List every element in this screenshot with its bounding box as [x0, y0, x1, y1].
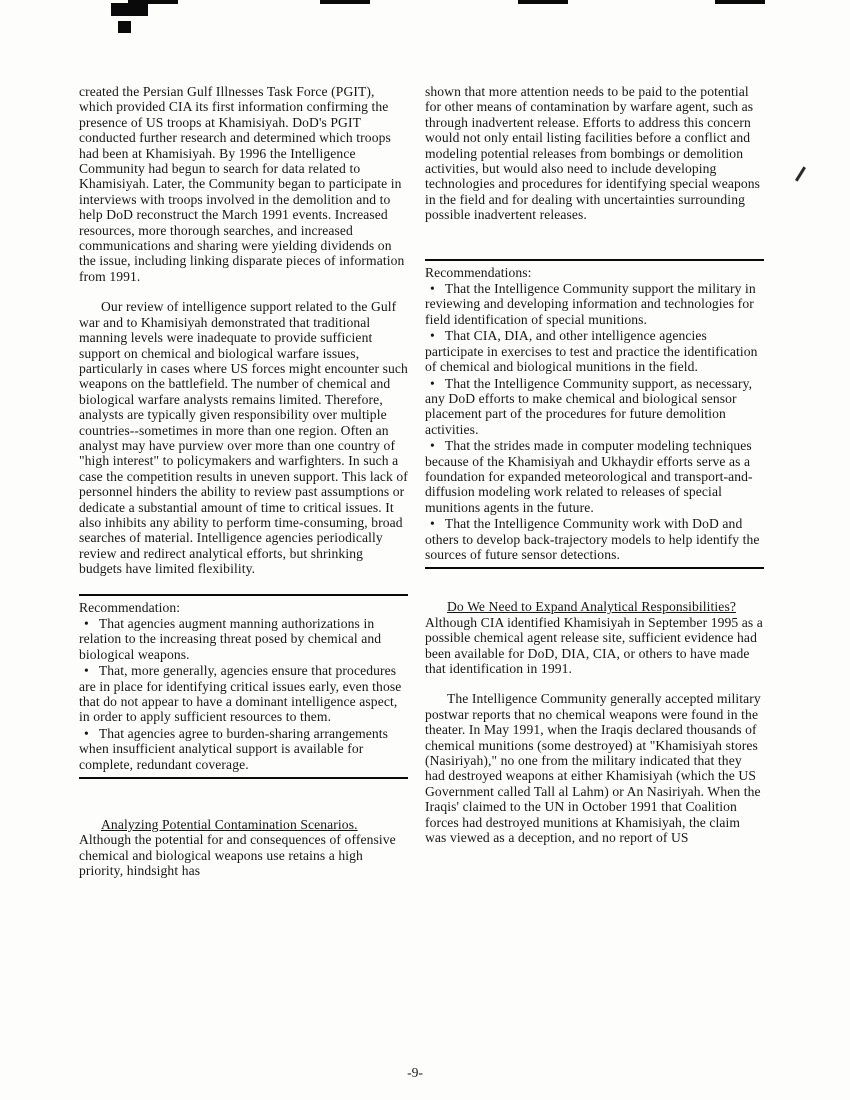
bullet-item — [425, 328, 764, 374]
scan-mark-top-dash-2 — [320, 0, 370, 4]
body-paragraph-1: created the Persian Gulf Illnesses Task Force (PGIT), which provided CIA its first information confirming the presence of US troops at Khamisiyah. DoD's PGIT conducted further research and determined which troops had been at Khamisiyah. By 1996 the Intelligence Community had begun to search for data related to Khamisiyah. Later, the Community began to participate in interviews with troops involved in the demolition and to help DoD reconstruct the March 1991 events. Increased resources, more thorough searches, and increased communications and sharing were yielding dividends on the issue, including linking disparate pieces of information from 1991. — [79, 84, 405, 284]
expand-body: Although CIA identified Khamisiyah in September 1995 as a possible chemical agent release site, sufficient evidence had been available for DoD, DIA, CIA, or others to have made that identification in 1991. — [425, 614, 763, 676]
scenario-heading: Analyzing Potential Contamination Scenarios. — [101, 817, 358, 833]
bullet-text: That CIA, DIA, and other intelligence agencies participate in exercises to test and practice the identification of chemical and biological munitions in the field. — [425, 328, 758, 375]
bullet-text: That, more generally, agencies ensure that procedures are in place for identifying critical issues early, even those that do not appear to have a dominant intelligence aspect, in order to apply sufficient resources to them. — [79, 663, 402, 725]
bullet-text: That agencies augment manning authorizations in relation to the increasing threat posed by chemical and biological weapons. — [79, 616, 382, 662]
bullet-icon: • — [430, 516, 435, 532]
bullet-icon: • — [84, 725, 89, 741]
scan-mark-top-dash-3 — [518, 0, 568, 4]
bullet-item — [425, 516, 764, 562]
section-rule-top — [425, 259, 764, 261]
expand-paragraph — [425, 599, 764, 676]
right-column — [425, 84, 764, 845]
bullet-icon: • — [430, 328, 435, 344]
bullet-icon: • — [430, 281, 435, 297]
section-rule-top — [79, 594, 408, 596]
bullet-icon: • — [84, 663, 89, 679]
scan-mark-blob-1 — [111, 3, 148, 16]
scenario-paragraph — [79, 817, 408, 879]
body-paragraph-4: The Intelligence Community generally accepted military postwar reports that no chemical weapons were found in the theater. In May 1991, when the Iraqis declared thousands of chemical munitions (some destroyed) at "Khamisiyah stores (Nasiriyah)," no one from the military indicated that they had destroyed weapons at either Khamisiyah (which the US Government called Tall al Lahm) or An Nasiriyah. When the Iraqis' claimed to the UN in October 1991 that Coalition forces had destroyed munitions at Khamisiyah, the claim was viewed as a deception, and no report of US — [425, 691, 761, 846]
scan-mark-right-edge — [795, 166, 806, 181]
expand-heading: Do We Need to Expand Analytical Responsibilities? — [447, 599, 736, 615]
bullet-text: That the strides made in computer modeling techniques because of the Khamisiyah and Ukhaydir efforts serve as a foundation for expanded meteorological and transport-and-diffusion modeling work related to releases of special munitions agents in the future. — [425, 438, 753, 515]
body-paragraph-3: shown that more attention needs to be paid to the potential for other means of contamination by warfare agent, such as through inadvertent release. Efforts to address this concern would not only entail listing facilities before a conflict and modeling potential releases from bombings or demolition activities, but would also need to include developing technologies and procedures for identifying special weapons in the field and for dealing with uncertainties surrounding possible inadvertent releases. — [425, 84, 761, 223]
bullet-text: That agencies agree to burden-sharing arrangements when insufficient analytical support is available for complete, redundant coverage. — [79, 725, 389, 772]
bullet-item — [425, 376, 764, 438]
bullet-icon: • — [430, 438, 435, 454]
page-number: -9- — [407, 1065, 423, 1080]
bullet-text: That the Intelligence Community support, as necessary, any DoD efforts to make chemical and biological sensor placement part of the procedures for future demolition activities. — [425, 375, 753, 437]
bullet-item — [79, 616, 408, 662]
scan-mark-top-dash-4 — [715, 0, 765, 4]
bullet-item — [79, 726, 408, 772]
bullet-text: That the Intelligence Community support the military in reviewing and developing information and technologies for field identification of special munitions. — [425, 281, 756, 327]
bullet-text: That the Intelligence Community work with DoD and others to develop back-trajectory models to help identify the sources of future sensor detections. — [425, 516, 760, 562]
recommendations-heading: Recommendations: — [425, 264, 532, 280]
body-paragraph-2: Our review of intelligence support related to the Gulf war and to Khamisiyah demonstrated that traditional manning levels were inadequate to provide sufficient support on chemical and biological warfare issues, particularly in cases where US forces might encounter such weapons on the battlefield. The number of chemical and biological warfare analysts remains limited. Therefore, analysts are typically given responsibility over multiple countries--sometimes in more than one region. Often an analyst may have purview over more than one country of "high interest" to policymakers and warfighters. In such a case the competition results in uneven support. This lack of personnel hinders the ability to review past assumptions or dedicate a substantial amount of time to critical issues. It also inhibits any ability to perform time-consuming, broad searches of material. Intelligence agencies periodically review and redirect analytical efforts, but shrinking budgets have limited flexibility. — [79, 299, 408, 577]
scenario-body: Although the potential for and consequences of offensive chemical and biological weapons use retains a high priority, hindsight has — [79, 832, 396, 879]
section-rule-bottom — [425, 567, 764, 569]
recommendation-heading: Recommendation: — [79, 599, 181, 615]
bullet-item — [425, 438, 764, 515]
bullet-icon: • — [430, 375, 435, 391]
bullet-item — [79, 663, 408, 725]
section-rule-bottom — [79, 777, 408, 779]
bullet-item — [425, 281, 764, 327]
scan-mark-blob-2 — [118, 21, 131, 33]
left-column — [79, 84, 408, 879]
bullet-icon: • — [84, 616, 89, 631]
